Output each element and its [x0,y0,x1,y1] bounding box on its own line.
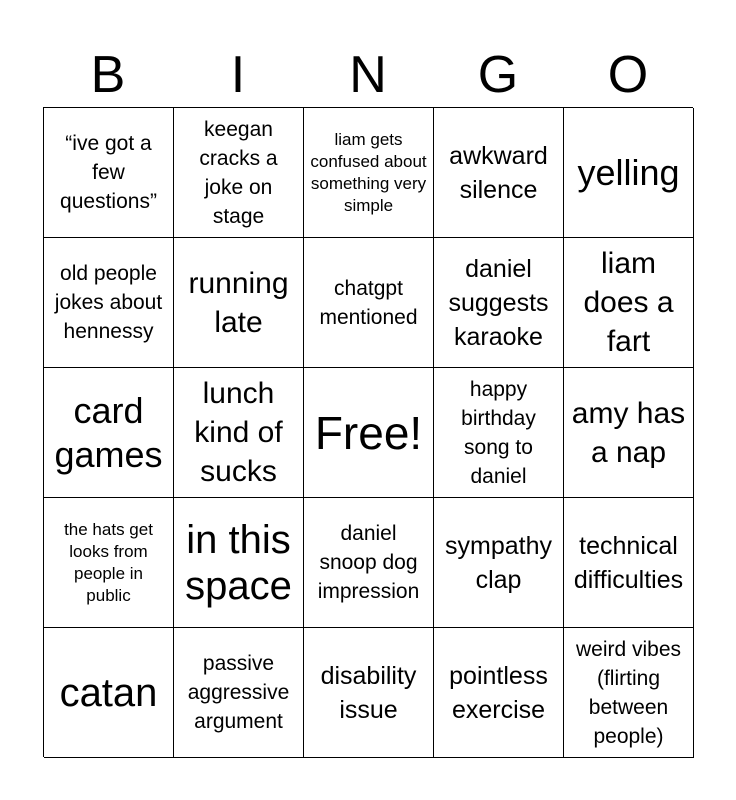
bingo-cell[interactable] [174,498,304,628]
bingo-cell[interactable] [434,628,564,758]
free-space-cell[interactable] [304,368,434,498]
cell-label: daniel snoop dog impression [317,522,420,603]
bingo-cell[interactable] [44,498,174,628]
cell-label: technical difficulties [573,531,684,594]
bingo-cell[interactable] [564,238,694,368]
cell-label: disability issue [320,661,417,724]
cell-label: keegan cracks a joke on stage [199,117,278,228]
cell-label: Free! [314,406,423,459]
bingo-cell[interactable] [564,498,694,628]
bingo-header [43,44,693,106]
cell-label: passive aggressive argument [187,652,290,733]
cell-label: the hats get looks from people in public [64,519,153,605]
header-letter-o: O [607,46,649,104]
header-letter-g: G [477,46,519,104]
bingo-cell[interactable] [174,238,304,368]
cell-label: awkward silence [449,141,548,204]
bingo-cell[interactable] [174,368,304,498]
bingo-cell[interactable] [44,238,174,368]
header-letter-n: N [349,46,387,104]
bingo-cell[interactable] [174,108,304,238]
bingo-cell[interactable] [434,238,564,368]
cell-label: catan [59,670,158,715]
cell-label: yelling [577,151,680,193]
bingo-cell[interactable] [434,498,564,628]
cell-label: amy has a nap [571,396,686,469]
bingo-cell[interactable] [434,368,564,498]
cell-label: sympathy clap [445,531,552,594]
cell-label: weird vibes (flirting between people) [575,637,682,748]
header-letter-b: B [90,46,126,104]
cell-label: running late [188,266,289,339]
header-letter-i: I [230,46,246,104]
cell-label: liam gets confused about something very simple [310,129,427,215]
bingo-cell[interactable] [304,498,434,628]
bingo-cell[interactable] [44,628,174,758]
bingo-cell[interactable] [304,628,434,758]
bingo-cell[interactable] [44,108,174,238]
cell-label: in this space [185,517,292,608]
cell-label: “ive got a few questions” [60,132,157,213]
bingo-cell[interactable] [174,628,304,758]
bingo-cell[interactable] [434,108,564,238]
cell-label: lunch kind of sucks [194,377,283,488]
cell-label: pointless exercise [449,661,548,724]
cell-label: happy birthday song to daniel [461,377,536,488]
cell-label: old people jokes about hennessy [54,262,163,343]
bingo-cell[interactable] [304,108,434,238]
bingo-cell[interactable] [304,238,434,368]
bingo-cell[interactable] [564,368,694,498]
cell-label: daniel suggests karaoke [448,254,549,351]
bingo-grid [43,107,693,757]
cell-label: card games [54,389,163,475]
bingo-cell[interactable] [564,628,694,758]
cell-label: chatgpt mentioned [319,276,418,329]
cell-label: liam does a fart [583,247,674,358]
bingo-cell[interactable] [564,108,694,238]
bingo-cell[interactable] [44,368,174,498]
